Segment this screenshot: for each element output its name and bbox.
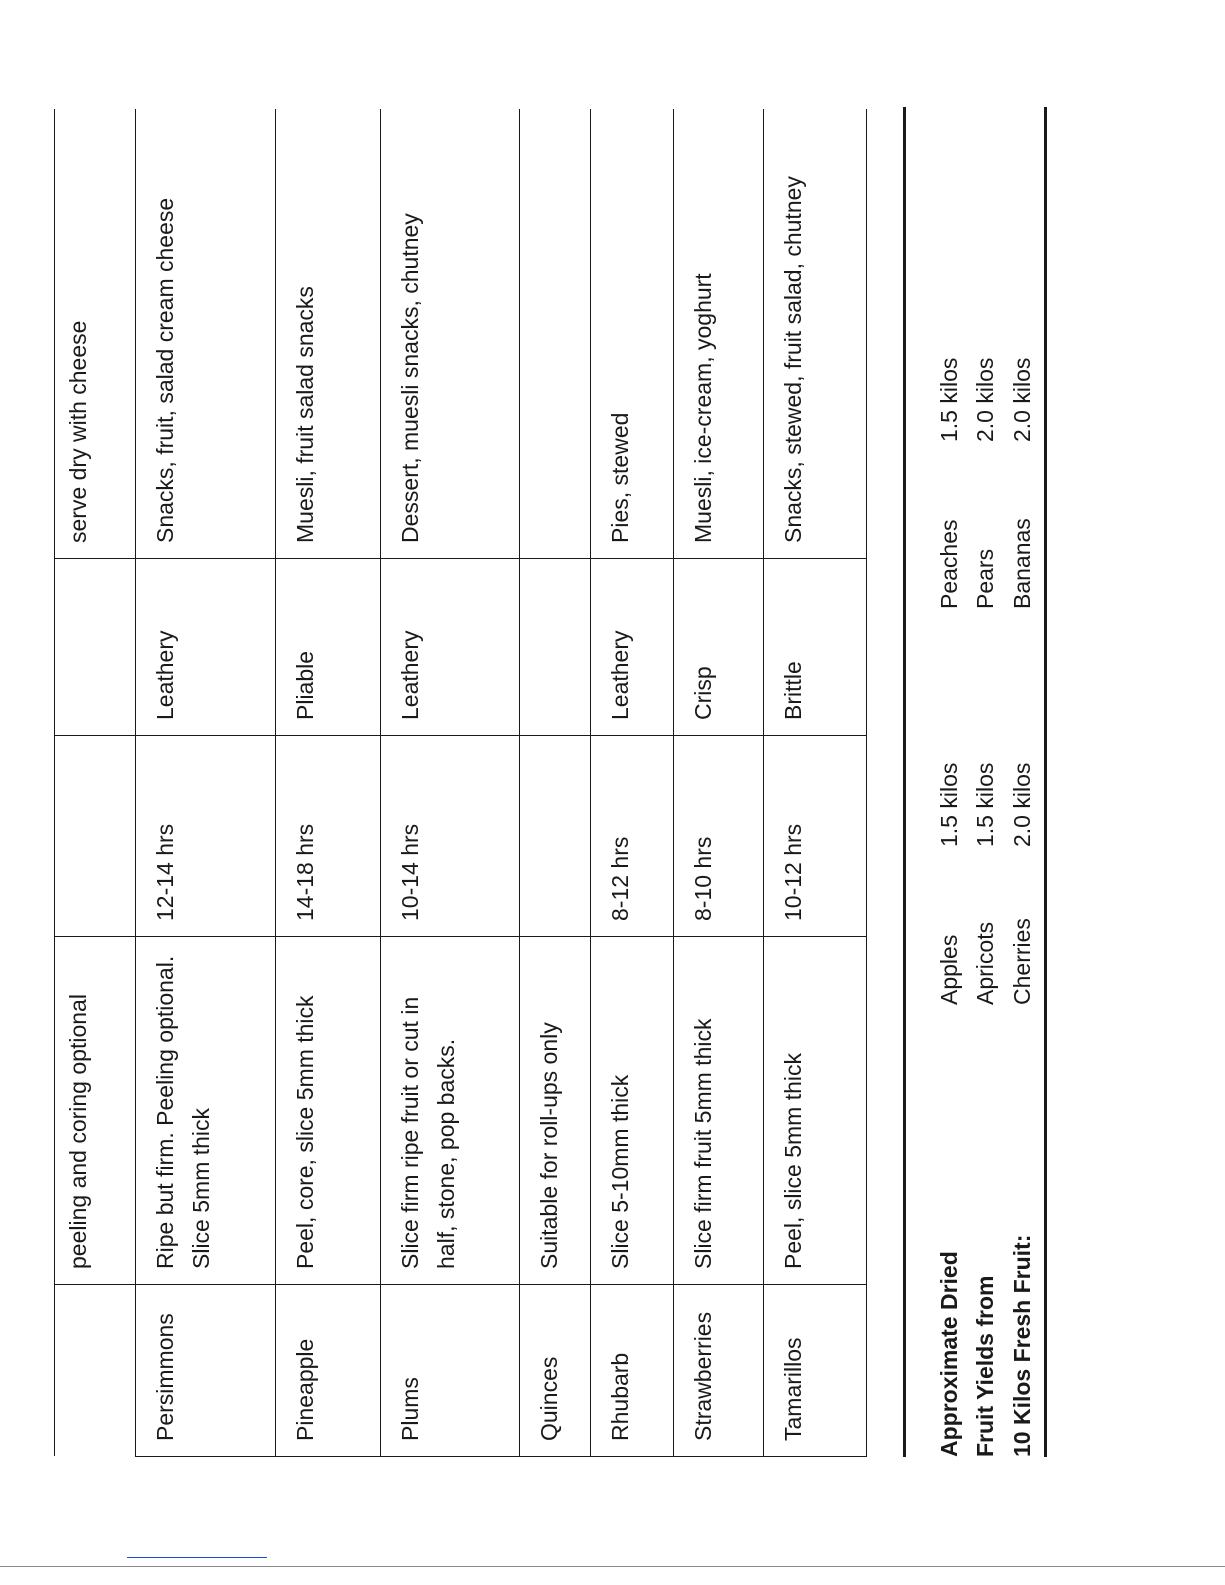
fruit-cell: Rhubarb: [591, 1285, 674, 1457]
bottom-rule: [1044, 107, 1047, 1457]
table-row: [520, 110, 591, 1457]
table-row: [381, 110, 520, 1457]
test-cell: [55, 559, 136, 736]
uses-cell: Muesli, ice-cream, yoghurt: [674, 110, 764, 559]
uses-cell: Pies, stewed: [591, 110, 674, 559]
uses-cell: [520, 110, 591, 559]
yields-heading: Approximate Dried Fruit Yields from 10 Kilos Fresh Fruit:: [936, 1234, 1035, 1457]
yields-left-amounts: [931, 763, 1040, 847]
drying-time-cell: [520, 736, 591, 937]
yield-amount: 1.5 kilos: [972, 762, 999, 847]
yield-fruit: Bananas: [1008, 518, 1035, 609]
uses-cell: serve dry with cheese: [55, 110, 136, 559]
test-cell: Crisp: [674, 559, 764, 736]
table-row: [674, 110, 764, 1457]
test-cell: Leathery: [136, 559, 276, 736]
fruit-cell: Pineapple: [276, 1285, 381, 1457]
preparation-cell: Slice 5-10mm thick: [591, 937, 674, 1285]
fruit-cell: Persimmons: [136, 1285, 276, 1457]
drying-time-cell: 10-12 hrs: [764, 736, 867, 937]
test-cell: Leathery: [591, 559, 674, 736]
fruit-drying-table: [54, 110, 867, 1458]
table-row: [764, 110, 867, 1457]
preparation-cell: peeling and coring optional: [55, 937, 136, 1285]
table-row: [591, 110, 674, 1457]
drying-time-cell: 8-10 hrs: [674, 736, 764, 937]
preparation-cell: Slice firm fruit 5mm thick: [674, 937, 764, 1285]
yield-amount: 1.5 kilos: [936, 762, 962, 847]
yield-fruit: Cherries: [1008, 918, 1035, 1005]
top-rule: [903, 107, 906, 1457]
yield-fruit: Apricots: [972, 921, 999, 1005]
table-row: [276, 110, 381, 1457]
preparation-cell: Peel, slice 5mm thick: [764, 937, 867, 1285]
yield-fruit: Apples: [936, 934, 962, 1005]
table-row: [55, 110, 136, 1457]
preparation-cell: Peel, core, slice 5mm thick: [276, 937, 381, 1285]
fruit-cell: [55, 1285, 136, 1457]
uses-cell: Snacks, fruit, salad cream cheese: [136, 110, 276, 559]
yield-amount: 2.0 kilos: [1008, 762, 1035, 847]
fruit-cell: Plums: [381, 1285, 520, 1457]
yield-amount: 2.0 kilos: [972, 357, 999, 442]
drying-time-cell: 8-12 hrs: [591, 736, 674, 937]
page-footer-line: [0, 1566, 1225, 1567]
test-cell: Brittle: [764, 559, 867, 736]
drying-time-cell: 12-14 hrs: [136, 736, 276, 937]
yield-amount: 1.5 kilos: [936, 357, 962, 442]
yields-right-amounts: [931, 358, 1040, 442]
fruit-cell: Quinces: [520, 1285, 591, 1457]
fruit-yields-box: [903, 107, 1047, 1457]
drying-time-cell: 14-18 hrs: [276, 736, 381, 937]
preparation-cell: Slice firm ripe fruit or cut in half, stone, pop backs.: [381, 937, 520, 1285]
test-cell: Leathery: [381, 559, 520, 736]
yields-left-fruits: [931, 918, 1040, 1005]
table-row: [136, 110, 276, 1457]
fruit-cell: Strawberries: [674, 1285, 764, 1457]
test-cell: Pliable: [276, 559, 381, 736]
page-footer-mark: [127, 1557, 267, 1558]
yield-amount: 2.0 kilos: [1008, 357, 1035, 442]
preparation-cell: Suitable for roll-ups only: [520, 937, 591, 1285]
uses-cell: Muesli, fruit salad snacks: [276, 110, 381, 559]
drying-time-cell: [55, 736, 136, 937]
uses-cell: Dessert, muesli snacks, chutney: [381, 110, 520, 559]
yield-fruit: Peaches: [936, 519, 962, 609]
fruit-cell: Tamarillos: [764, 1285, 867, 1457]
yields-right-fruits: [931, 518, 1040, 609]
test-cell: [520, 559, 591, 736]
preparation-cell: Ripe but firm. Peeling optional. Slice 5mm thick: [136, 937, 276, 1285]
drying-time-cell: 10-14 hrs: [381, 736, 520, 937]
yield-fruit: Pears: [972, 548, 999, 609]
uses-cell: Snacks, stewed, fruit salad, chutney: [764, 110, 867, 559]
